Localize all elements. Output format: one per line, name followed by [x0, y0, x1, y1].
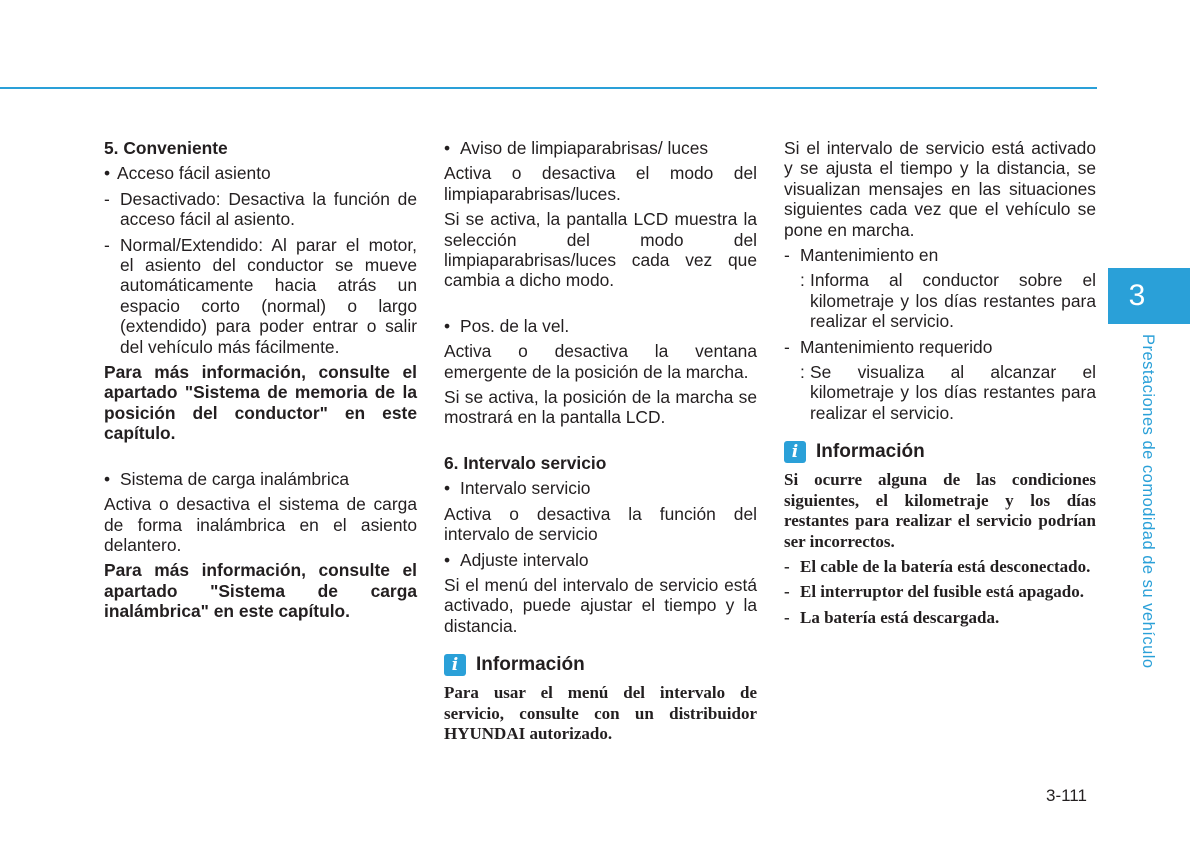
wiper-text-1: Activa o desactiva el modo del limpiaparabrisas/luces.: [444, 163, 757, 204]
info-icon: i: [444, 654, 466, 676]
service-text: Activa o desactiva la función del intervalo de servicio: [444, 503, 757, 545]
info-header-2: [784, 441, 1096, 463]
chapter-number: 3: [1128, 279, 1146, 312]
bullet-wiper: • Aviso de limpiaparabrisas/ luces: [444, 138, 709, 158]
condition-1: - El cable de la batería está desconectado.: [784, 556, 1091, 576]
more-info-memory: Para más información, consulte el apartado "Sistema de memoria de la posición del conductor" en este capítulo.: [104, 362, 417, 444]
bullet-adjust-interval: • Adjuste intervalo: [444, 549, 589, 570]
bullet-service-interval: • Intervalo servicio: [444, 478, 591, 499]
service-intro: Si el intervalo de servicio está activado y se ajusta el tiempo y la distancia, se visualizan mensajes en las situaciones siguientes cada vez que el vehículo se pone en marcha.: [784, 138, 1096, 240]
bullet-gear-position: • Pos. de la vel.: [444, 315, 570, 336]
adjust-text: Si el menú del intervalo de servicio está activado, puede ajustar el tiempo y la distancia.: [444, 574, 757, 636]
condition-3: - La batería está descargada.: [784, 607, 1000, 627]
section-heading-service: 6. Intervalo servicio: [444, 452, 607, 473]
bullet-wireless: • Sistema de carga inalámbrica: [104, 468, 350, 489]
maintenance-on-desc: : Informa al conductor sobre el kilometraje y los días restantes para realizar el servicio.: [800, 270, 1096, 332]
info-title: Información: [476, 653, 585, 675]
dash-marker: -: [784, 245, 790, 266]
column-2: [444, 138, 757, 749]
bullet-marker: •: [104, 163, 111, 184]
bullet-marker: •: [444, 315, 451, 336]
chapter-label: Prestaciones de comodidad de su vehículo: [1139, 334, 1157, 669]
info-header-1: [444, 654, 757, 676]
dash-maintenance-on: - Mantenimiento en: [784, 245, 939, 266]
colon-marker: :: [800, 362, 805, 383]
column-3: [784, 138, 1096, 633]
dash-marker: -: [784, 607, 790, 627]
info-title: Información: [816, 441, 925, 463]
wireless-text: Activa o desactiva el sistema de carga de forma inalámbrica en el asiento delantero.: [104, 494, 417, 555]
info-icon: i: [784, 441, 806, 463]
colon-marker: :: [800, 270, 805, 291]
dash-marker: -: [784, 336, 790, 357]
gear-text-2: Si se activa, la posición de la marcha se mostrará en la pantalla LCD.: [444, 387, 757, 428]
bullet-marker: •: [444, 138, 451, 158]
page-number: 3-111: [1046, 786, 1087, 805]
dash-deactivated: - Desactivado: Desactiva la función de acceso fácil al asiento.: [104, 188, 417, 230]
dash-marker: -: [104, 234, 110, 255]
bullet-marker: •: [104, 468, 111, 489]
bullet-easy-access: • Acceso fácil asiento: [104, 163, 271, 184]
gear-text-1: Activa o desactiva la ventana emergente de la posición de la marcha.: [444, 341, 757, 382]
bullet-marker: •: [444, 549, 451, 570]
header-rule: [0, 87, 1097, 89]
dash-marker: -: [784, 556, 790, 576]
dash-marker: -: [104, 188, 110, 209]
wiper-text-2: Si se activa, la pantalla LCD muestra la selección del modo del limpiaparabrisas/luces cada vez que cambia a dicho modo.: [444, 209, 757, 291]
info-text-1: Para usar el menú del intervalo de servicio, consulte con un distribuidor HYUNDAI autorizado.: [444, 683, 757, 743]
bullet-marker: •: [444, 478, 451, 499]
more-info-wireless: Para más información, consulte el apartado "Sistema de carga inalámbrica" en este capítulo.: [104, 560, 417, 622]
column-1: [104, 138, 417, 627]
chapter-tab: [1108, 268, 1190, 324]
maintenance-required-desc: : Se visualiza al alcanzar el kilometraje y los días restantes para realizar el servicio.: [800, 362, 1096, 423]
dash-normal-extended: - Normal/Extendido: Al parar el motor, el asiento del conductor se mueve automáticamente hacia atrás un espacio corto (normal) o largo (extendido) para poder entrar o salir del vehículo más fácilmente.: [104, 234, 417, 357]
dash-marker: -: [784, 582, 790, 602]
condition-2: - El interruptor del fusible está apagado.: [784, 582, 1084, 602]
info-text-2: Si ocurre alguna de las condiciones siguientes, el kilometraje y los días restantes para realizar el servicio podrían ser incorrectos.: [784, 470, 1096, 551]
section-heading-conveniente: 5. Conveniente: [104, 138, 228, 158]
dash-maintenance-required: - Mantenimiento requerido: [784, 336, 993, 357]
